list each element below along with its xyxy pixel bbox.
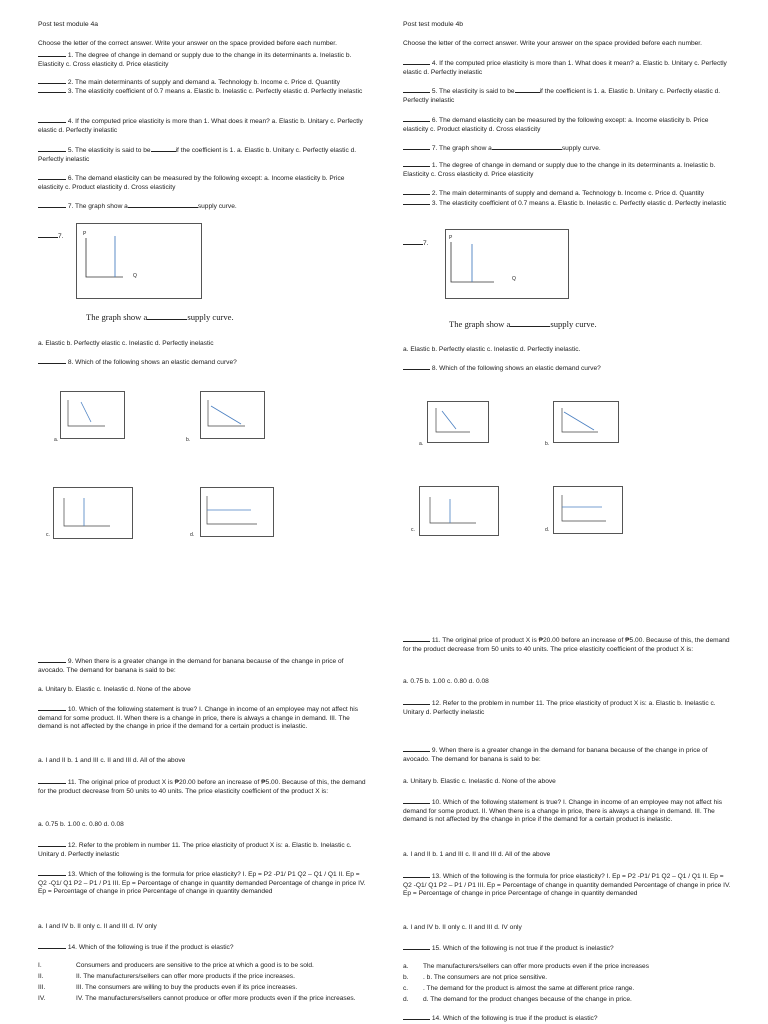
question-3: 3. The elasticity coefficient of 0.7 means a. Elastic b. Inelastic c. Perfectly elastic d. Perfectly inelastic bbox=[38, 86, 368, 97]
option-d-graph bbox=[553, 486, 623, 534]
demand-line bbox=[564, 412, 594, 430]
axes bbox=[208, 400, 245, 426]
question-6: 6. The demand elasticity can be measured by the following except: a. Income elasticity b. Price elasticity c. Product elasticity d. Cross elasticity bbox=[38, 175, 345, 191]
axes bbox=[436, 408, 470, 432]
answer-blank bbox=[38, 231, 58, 238]
axes bbox=[562, 495, 606, 521]
question-1: 1. The degree of change in demand or supply due to the change in its determinants a. Inelastic b. Elasticity c. Cross elasticity d. Price elasticity bbox=[403, 162, 716, 178]
question-9-choices: a. Unitary b. Elastic c. Inelastic d. None of the above bbox=[403, 778, 556, 785]
question-10: 10. Which of the following statement is true? I. Change in income of an employee may not affect his demand for some product. II. When there is a change in price, there is always a change in demand. III. The demand is not affected by the change in price if the demand for a certain product is inelastic. bbox=[38, 706, 359, 731]
axis-label-q: Q bbox=[133, 273, 137, 279]
question-9: 9. When there is a greater change in the demand for banana because of the change in price of avocado. The demand for banana is said to be: bbox=[38, 658, 344, 674]
demand-line bbox=[211, 406, 241, 424]
question-12: 12. Refer to the problem in number 11. The price elasticity of product X is: a. Elastic b. Inelastic c. Unitary d. Perfectly inelastic bbox=[403, 700, 716, 716]
fill-blank bbox=[510, 320, 550, 327]
question-10-choices: a. I and II b. 1 and III c. II and III d. All of the above bbox=[403, 851, 551, 858]
question-8: 8. Which of the following shows an elastic demand curve? bbox=[38, 357, 368, 368]
answer-blank bbox=[38, 77, 66, 84]
axes bbox=[64, 498, 110, 526]
axes bbox=[86, 238, 123, 277]
option-a-label: a. bbox=[54, 437, 59, 443]
option-d-label: d. bbox=[545, 527, 550, 533]
answer-blank bbox=[38, 777, 66, 784]
question-15: 15. Which of the following is not true if the product is inelastic? bbox=[403, 943, 733, 954]
question-10-choices: a. I and II b. 1 and III c. II and III d. All of the above bbox=[38, 757, 186, 764]
supply-curve-chart bbox=[77, 224, 201, 298]
answer-blank bbox=[403, 115, 430, 122]
option-c-label: c. bbox=[411, 527, 415, 533]
answer-blank bbox=[38, 942, 66, 949]
question-11-choices: a. 0.75 b. 1.00 c. 0.80 d. 0.08 bbox=[403, 678, 489, 685]
answer-blank bbox=[38, 869, 66, 876]
question-3: 3. The elasticity coefficient of 0.7 means a. Elastic b. Inelastic c. Perfectly elastic d. Perfectly inelastic bbox=[403, 198, 733, 209]
option-a-graph bbox=[60, 391, 125, 439]
fill-blank bbox=[492, 143, 562, 150]
question-10: 10. Which of the following statement is true? I. Change in income of an employee may not affect his demand for some product. II. When there is a change in price, there is always a change in demand. III. The demand is not affected by the change in price if the demand for a certain product is inelastic. bbox=[403, 799, 723, 824]
question-6: 6. The demand elasticity can be measured by the following except: a. Income elasticity b. Price elasticity c. Product elasticity d. Cross elasticity bbox=[403, 117, 709, 133]
question-13-choices: a. I and IV b. II only c. II and III d. IV only bbox=[38, 923, 157, 930]
answer-blank bbox=[403, 86, 430, 93]
answer-blank bbox=[38, 704, 66, 711]
answer-blank bbox=[38, 116, 66, 123]
answer-blank bbox=[403, 188, 430, 195]
option-b-label: b. bbox=[186, 437, 191, 443]
question-11-choices: a. 0.75 b. 1.00 c. 0.80 d. 0.08 bbox=[38, 821, 124, 828]
supply-curve-graph bbox=[76, 223, 202, 299]
question-7: 7. The graph show a supply curve. bbox=[403, 143, 733, 154]
fill-blank bbox=[128, 201, 198, 208]
option-a-chart bbox=[61, 392, 124, 438]
question-7-choices: a. Elastic b. Perfectly elastic c. Inelastic d. Perfectly inelastic. bbox=[403, 346, 581, 353]
graph-number: 7. bbox=[403, 238, 443, 249]
answer-blank bbox=[38, 50, 66, 57]
question-12: 12. Refer to the problem in number 11. The price elasticity of product X is: a. Elastic b. Inelastic c. Unitary d. Perfectly inelastic bbox=[38, 842, 352, 858]
axis-label-q: Q bbox=[512, 276, 516, 282]
option-d-chart bbox=[554, 487, 622, 533]
question-7-choices: a. Elastic b. Perfectly elastic c. Inelastic d. Perfectly inelastic bbox=[38, 340, 214, 347]
option-c-label: c. bbox=[46, 532, 50, 538]
option-a-label: a. bbox=[419, 441, 424, 447]
option-a-chart bbox=[428, 402, 488, 442]
option-b-graph bbox=[200, 391, 265, 439]
answer-blank bbox=[403, 698, 430, 705]
option-c-graph bbox=[53, 487, 133, 539]
answer-blank bbox=[403, 943, 430, 950]
answer-blank bbox=[403, 198, 430, 205]
instructions: Choose the letter of the correct answer. Write your answer on the space provided before each number. bbox=[38, 40, 337, 47]
graph-caption: The graph show a supply curve. bbox=[449, 319, 597, 329]
demand-line bbox=[442, 411, 456, 429]
graph-number: 7. bbox=[38, 231, 78, 242]
question-2: 2. The main determinants of supply and demand a. Technology b. Income c. Price d. Quantity bbox=[38, 77, 368, 88]
option-b-chart bbox=[554, 402, 618, 442]
supply-curve-chart bbox=[446, 230, 568, 298]
answer-blank bbox=[403, 635, 430, 642]
question-14: 14. Which of the following is true if the product is elastic? bbox=[403, 1013, 733, 1024]
question-4: 4. If the computed price elasticity is more than 1. What does it mean? a. Elastic b. Unitary c. Perfectly elastic d. Perfectly inelastic bbox=[403, 60, 727, 76]
answer-blank bbox=[38, 357, 66, 364]
answer-blank bbox=[403, 1013, 430, 1020]
instructions: Choose the letter of the correct answer. Write your answer on the space provided before each number. bbox=[403, 40, 702, 47]
option-d-graph bbox=[200, 487, 274, 537]
demand-line bbox=[81, 402, 91, 422]
answer-blank bbox=[403, 797, 430, 804]
graph-caption: The graph show a supply curve. bbox=[86, 312, 234, 322]
supply-curve-graph bbox=[445, 229, 569, 299]
axes bbox=[451, 242, 494, 282]
answer-blank bbox=[403, 58, 430, 65]
answer-blank bbox=[403, 143, 430, 150]
axis-label-p: P bbox=[83, 231, 87, 237]
option-d-chart bbox=[201, 488, 273, 536]
option-b-label: b. bbox=[545, 441, 550, 447]
answer-blank bbox=[403, 238, 423, 245]
question-14: 14. Which of the following is true if the product is elastic? bbox=[38, 942, 368, 953]
answer-blank bbox=[403, 160, 430, 167]
question-9: 9. When there is a greater change in the demand for banana because of the change in price of avocado. The demand for banana is said to be: bbox=[403, 747, 708, 763]
question-11: 11. The original price of product X is ₱20.00 before an increase of ₱5.00. Because of this, the demand for the product decrease from 50 units to 40 units. The price elasticity coefficient of the product X is: bbox=[403, 637, 730, 653]
fill-blank bbox=[151, 145, 176, 152]
question-4: 4. If the computed price elasticity is more than 1. What does it mean? a. Elastic b. Unitary c. Perfectly elastic d. Perfectly inelastic bbox=[38, 118, 363, 134]
page-title: Post test module 4a bbox=[38, 21, 99, 28]
question-13: 13. Which of the following is the formula for price elasticity? I. Ep = P2 -P1/ P1 Q2 – Q1 / Q1 II. Ep = Q2 -Q1/ Q1 P2 – P1 / P1 III. Ep = Percentage of change in quantity demanded Percentage of change in price IV. Ep = Percentage of change in price Percentage of change in quantity demanded bbox=[38, 871, 366, 896]
fill-blank bbox=[515, 86, 540, 93]
question-13: 13. Which of the following is the formula for price elasticity? I. Ep = P2 -P1/ P1 Q2 – Q1 / Q1 II. Ep = Q2 -Q1/ Q1 P2 – P1 / P1 III. Ep = Percentage of change in quantity demanded Percentage of change in price IV. Ep = Percentage of change in price Percentage of change in quantity demanded bbox=[403, 873, 731, 898]
axes bbox=[430, 497, 476, 523]
question-7: 7. The graph show a supply curve. bbox=[38, 201, 368, 212]
answer-blank bbox=[38, 86, 66, 93]
answer-blank bbox=[38, 145, 66, 152]
answer-blank bbox=[38, 656, 66, 663]
axes bbox=[562, 408, 598, 432]
axis-label-p: P bbox=[449, 235, 453, 241]
option-d-label: d. bbox=[190, 532, 195, 538]
answer-blank bbox=[38, 201, 66, 208]
question-8: 8. Which of the following shows an elastic demand curve? bbox=[403, 363, 733, 374]
option-a-graph bbox=[427, 401, 489, 443]
option-c-chart bbox=[54, 488, 132, 538]
question-13-choices: a. I and IV b. II only c. II and III d. IV only bbox=[403, 924, 522, 931]
option-b-graph bbox=[553, 401, 619, 443]
answer-blank bbox=[38, 173, 66, 180]
answer-blank bbox=[403, 363, 430, 370]
question-9-choices: a. Unitary b. Elastic c. Inelastic d. None of the above bbox=[38, 686, 191, 693]
answer-blank bbox=[403, 871, 430, 878]
option-c-graph bbox=[419, 486, 499, 536]
answer-blank bbox=[38, 840, 66, 847]
page-title: Post test module 4b bbox=[403, 21, 464, 28]
answer-blank bbox=[403, 745, 430, 752]
question-5: 5. The elasticity is said to be if the coefficient is 1. a. Elastic b. Unitary c. Perfectly elastic d. Perfectly inelastic bbox=[403, 88, 721, 104]
question-1: 1. The degree of change in demand or supply due to the change in its determinants a. Inelastic b. Elasticity c. Cross elasticity d. Price elasticity bbox=[38, 52, 352, 68]
option-b-chart bbox=[201, 392, 264, 438]
option-c-chart bbox=[420, 487, 498, 535]
question-11: 11. The original price of product X is ₱20.00 before an increase of ₱5.00. Because of this, the demand for the product decrease from 50 units to 40 units. The price elasticity coefficient of the product X is: bbox=[38, 779, 366, 795]
question-2: 2. The main determinants of supply and demand a. Technology b. Income c. Price d. Quantity bbox=[403, 188, 733, 199]
question-5: 5. The elasticity is said to be if the coefficient is 1. a. Elastic b. Unitary c. Perfectly elastic d. Perfectly inelastic bbox=[38, 147, 357, 163]
fill-blank bbox=[147, 313, 187, 320]
